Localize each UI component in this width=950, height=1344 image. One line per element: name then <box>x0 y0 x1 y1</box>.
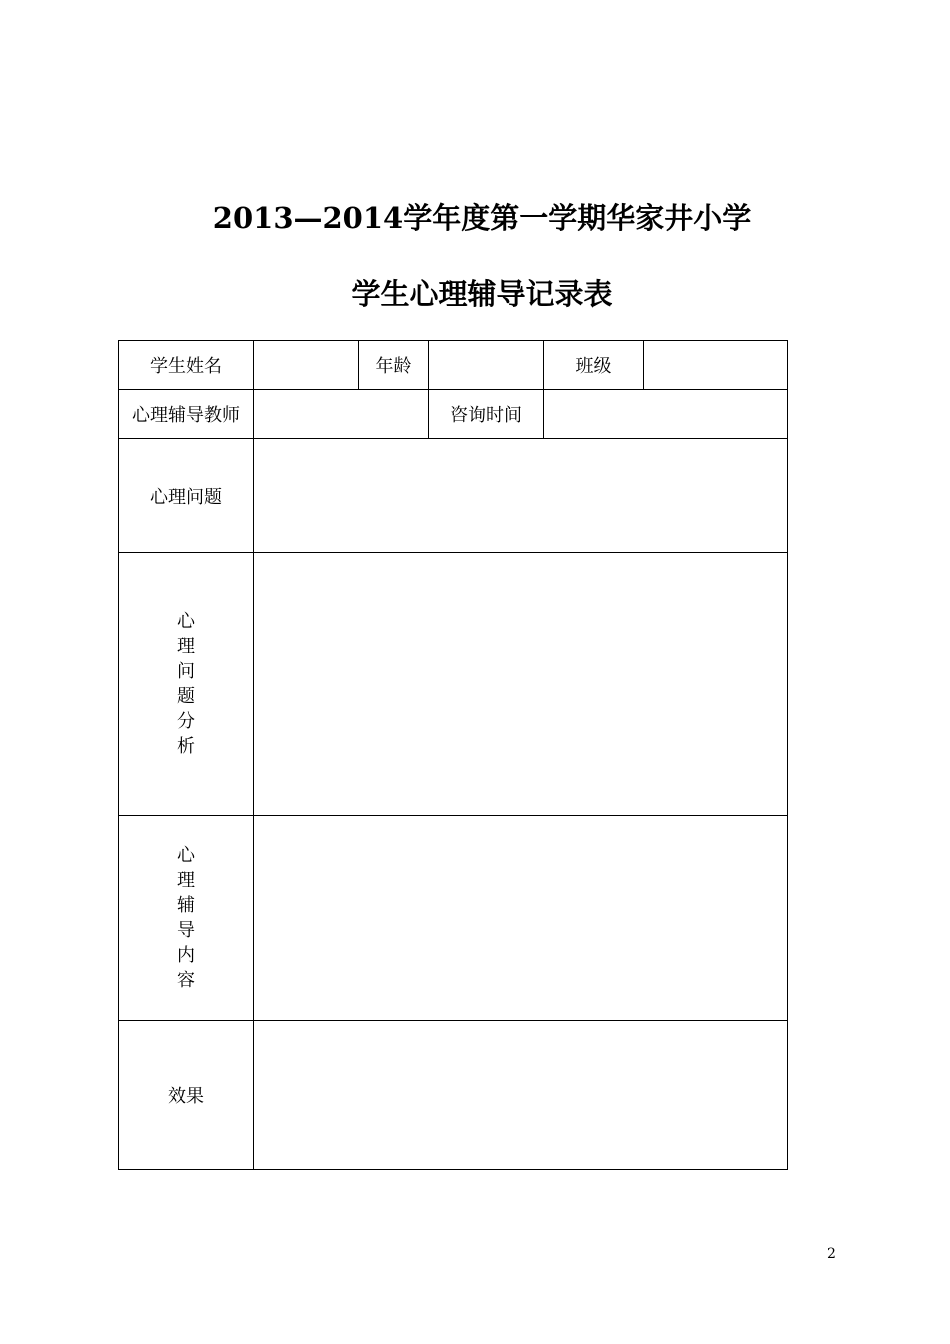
analysis-label-char: 问 <box>177 661 195 682</box>
age-label: 年龄 <box>359 341 429 390</box>
analysis-label-char: 心 <box>177 611 195 632</box>
analysis-label-char: 析 <box>177 736 195 757</box>
student-name-label: 学生姓名 <box>119 341 254 390</box>
student-name-field[interactable] <box>254 341 359 390</box>
content-label-char: 导 <box>177 920 195 941</box>
analysis-label-char: 理 <box>177 636 195 657</box>
content-label-char: 内 <box>177 945 195 966</box>
class-label: 班级 <box>544 341 644 390</box>
analysis-label-char: 分 <box>177 711 195 732</box>
analysis-vertical-label <box>177 609 195 759</box>
consult-time-field[interactable] <box>544 390 787 439</box>
teacher-field[interactable] <box>254 390 429 439</box>
class-field[interactable] <box>644 341 787 390</box>
content-label-char: 容 <box>177 970 195 991</box>
problem-field[interactable] <box>254 439 787 553</box>
content-label-char: 理 <box>177 870 195 891</box>
content-label-char: 心 <box>177 845 195 866</box>
effect-field[interactable] <box>254 1021 787 1169</box>
analysis-label <box>119 553 254 816</box>
content-label-char: 辅 <box>177 895 195 916</box>
document-title: 2013—2014学年度第一学期华家井小学 <box>212 201 752 235</box>
form-title: 学生心理辅导记录表 <box>351 277 613 311</box>
analysis-label-char: 题 <box>177 686 195 707</box>
content-label <box>119 816 254 1021</box>
problem-label: 心理问题 <box>119 439 254 553</box>
content-vertical-label <box>177 843 195 993</box>
age-field[interactable] <box>429 341 544 390</box>
consult-time-label: 咨询时间 <box>429 390 544 439</box>
content-field[interactable] <box>254 816 787 1021</box>
page-number: 2 <box>827 1246 836 1262</box>
record-form-table <box>118 340 788 1170</box>
analysis-field[interactable] <box>254 553 787 816</box>
teacher-label: 心理辅导教师 <box>119 390 254 439</box>
effect-label: 效果 <box>119 1021 254 1169</box>
